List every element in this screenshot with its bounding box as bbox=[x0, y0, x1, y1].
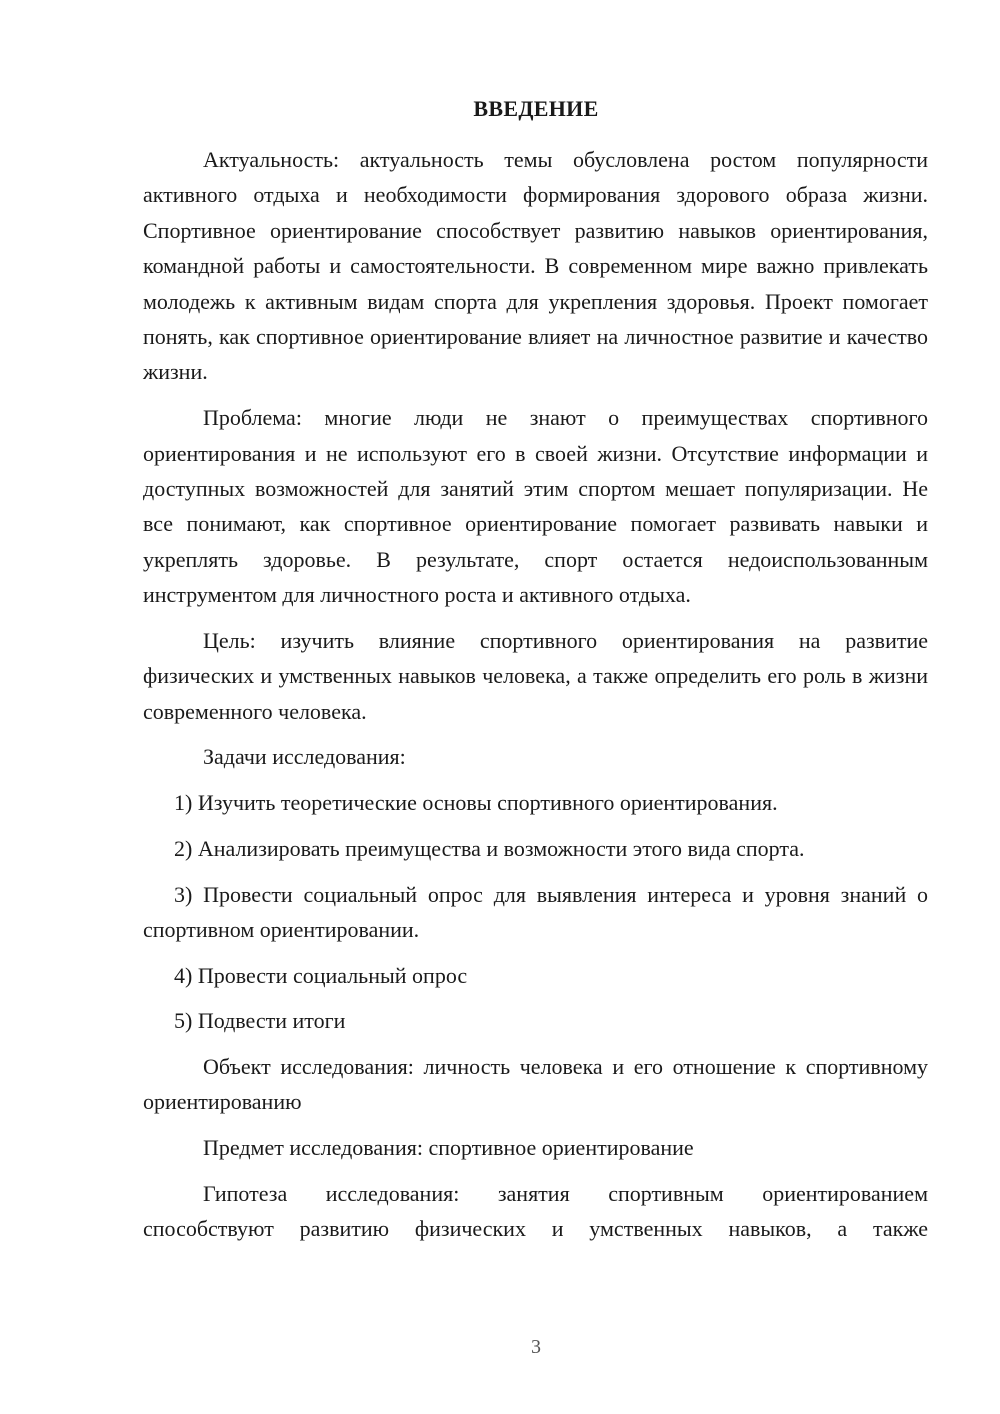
page-number: 3 bbox=[531, 1336, 541, 1358]
task-item-1: 1) Изучить теоретические основы спортивного ориентирования. bbox=[174, 790, 778, 816]
task-item-3: 3) Провести социальный опрос для выявления интереса и уровня знаний о спортивном ориентировании. bbox=[143, 881, 928, 942]
paragraph-object: Объект исследования: личность человека и его отношение к спортивному ориентированию bbox=[143, 1054, 928, 1115]
paragraph-goal: Цель: изучить влияние спортивного ориентирования на развитие физических и умственных навыков человека, а также определить его роль в жизни современного человека. bbox=[143, 627, 928, 724]
paragraph-subject: Предмет исследования: спортивное ориентирование bbox=[203, 1135, 694, 1161]
page-title: ВВЕДЕНИЕ bbox=[473, 96, 599, 121]
paragraph-tasks-heading: Задачи исследования: bbox=[203, 744, 406, 770]
paragraph-problem: Проблема: многие люди не знают о преимуществах спортивного ориентирования и не используют его в своей жизни. Отсутствие информации и доступных возможностей для занятий этим спортом мешает популяризации. Не все понимают, как спортивное ориентирование помогает развивать навыки и укреплять здоровье. В результате, спорт остается недоиспользованным инструментом для личностного роста и активного отдыха. bbox=[143, 405, 928, 608]
body-text bbox=[143, 142, 928, 1257]
task-item-4: 4) Провести социальный опрос bbox=[174, 962, 468, 988]
task-item-5: 5) Подвести итоги bbox=[174, 1008, 346, 1034]
paragraph-relevance: Актуальность: актуальность темы обусловлена ростом популярности активного отдыха и необходимости формирования здорового образа жизни. Спортивное ориентирование способствует развитию навыков ориентирования, командной работы и самостоятельности. В современном мире важно привлекать молодежь к активным видам спорта для укрепления здоровья. Проект помогает понять, как спортивное ориентирование влияет на личностное развитие и качество жизни. bbox=[143, 147, 928, 385]
task-item-2: 2) Анализировать преимущества и возможности этого вида спорта. bbox=[174, 835, 805, 861]
paragraph-hypothesis: Гипотеза исследования: занятия спортивным ориентированием способствуют развитию физических и умственных навыков, а также bbox=[143, 1180, 928, 1242]
